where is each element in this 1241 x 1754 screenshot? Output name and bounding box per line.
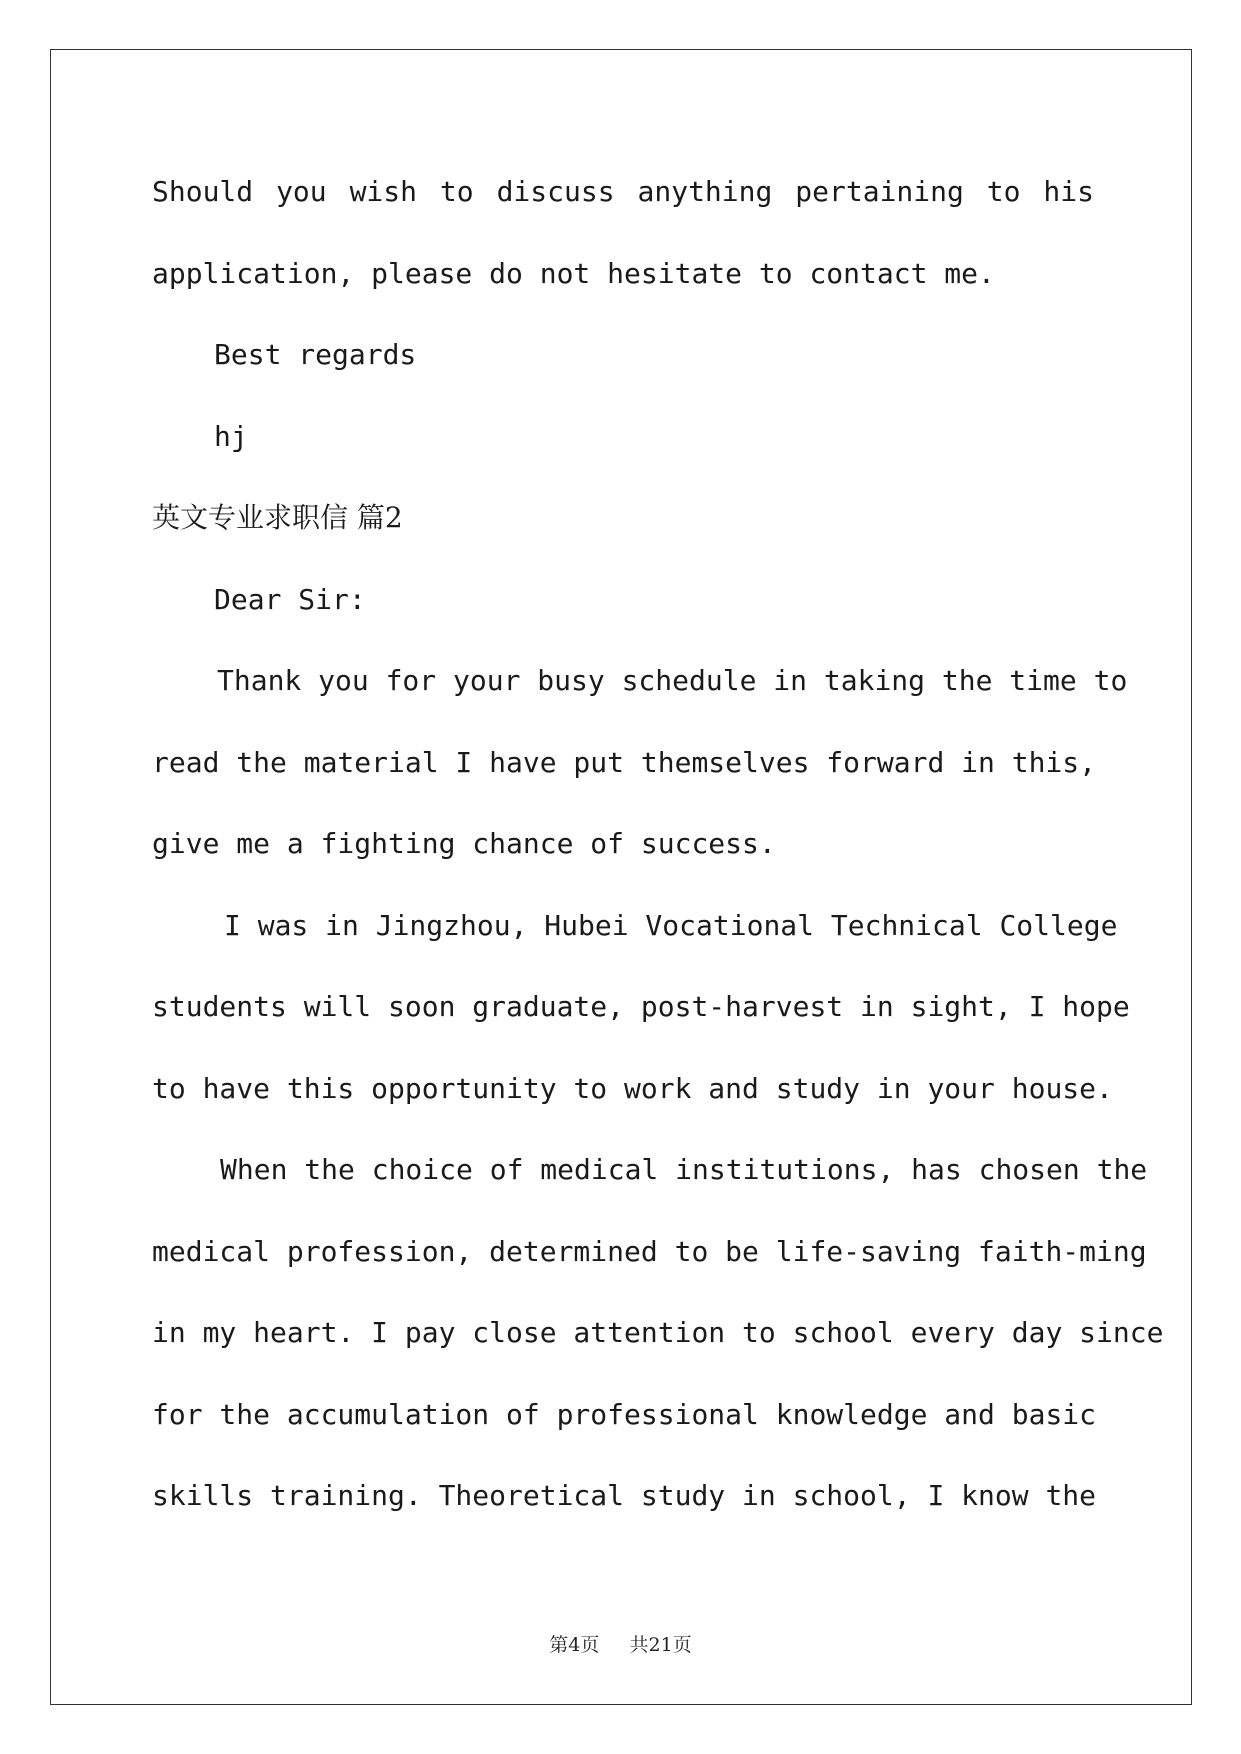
text-line: skills training. Theoretical study in school, I know the [152, 1479, 1097, 1512]
text-line: read the material I have put themselves forward in this, [152, 745, 1097, 779]
text-line: for the accumulation of professional knowledge and basic [152, 1397, 1097, 1431]
page-footer [0, 1630, 1241, 1657]
page-total: 共21页 [629, 1634, 692, 1656]
text-line: application, please do not hesitate to contact me. [152, 256, 995, 290]
section-heading: 英文专业求职信 篇2 [152, 501, 403, 534]
text-line: to have this opportunity to work and study in your house. [152, 1071, 1113, 1105]
text-line: Should you wish to discuss anything pertaining to his [152, 175, 1094, 208]
page-number: 第4页 [549, 1634, 600, 1656]
closing-line: Best regards [214, 338, 417, 371]
signature-line: hj [214, 419, 248, 453]
document-body [152, 162, 1164, 1548]
text-line: students will soon graduate, post-harvest in sight, I hope [152, 990, 1130, 1023]
text-line: medical profession, determined to be life-saving faith-ming [152, 1234, 1147, 1268]
text-line: I was in Jingzhou, Hubei Vocational Technical College [224, 908, 1118, 942]
text-line: When the choice of medical institutions, has chosen the [220, 1153, 1148, 1186]
text-line: Thank you for your busy schedule in taking the time to [217, 664, 1128, 697]
text-line: in my heart. I pay close attention to school every day since [152, 1316, 1164, 1349]
salutation-line: Dear Sir: [214, 582, 366, 616]
text-line: give me a fighting chance of success. [152, 827, 776, 860]
